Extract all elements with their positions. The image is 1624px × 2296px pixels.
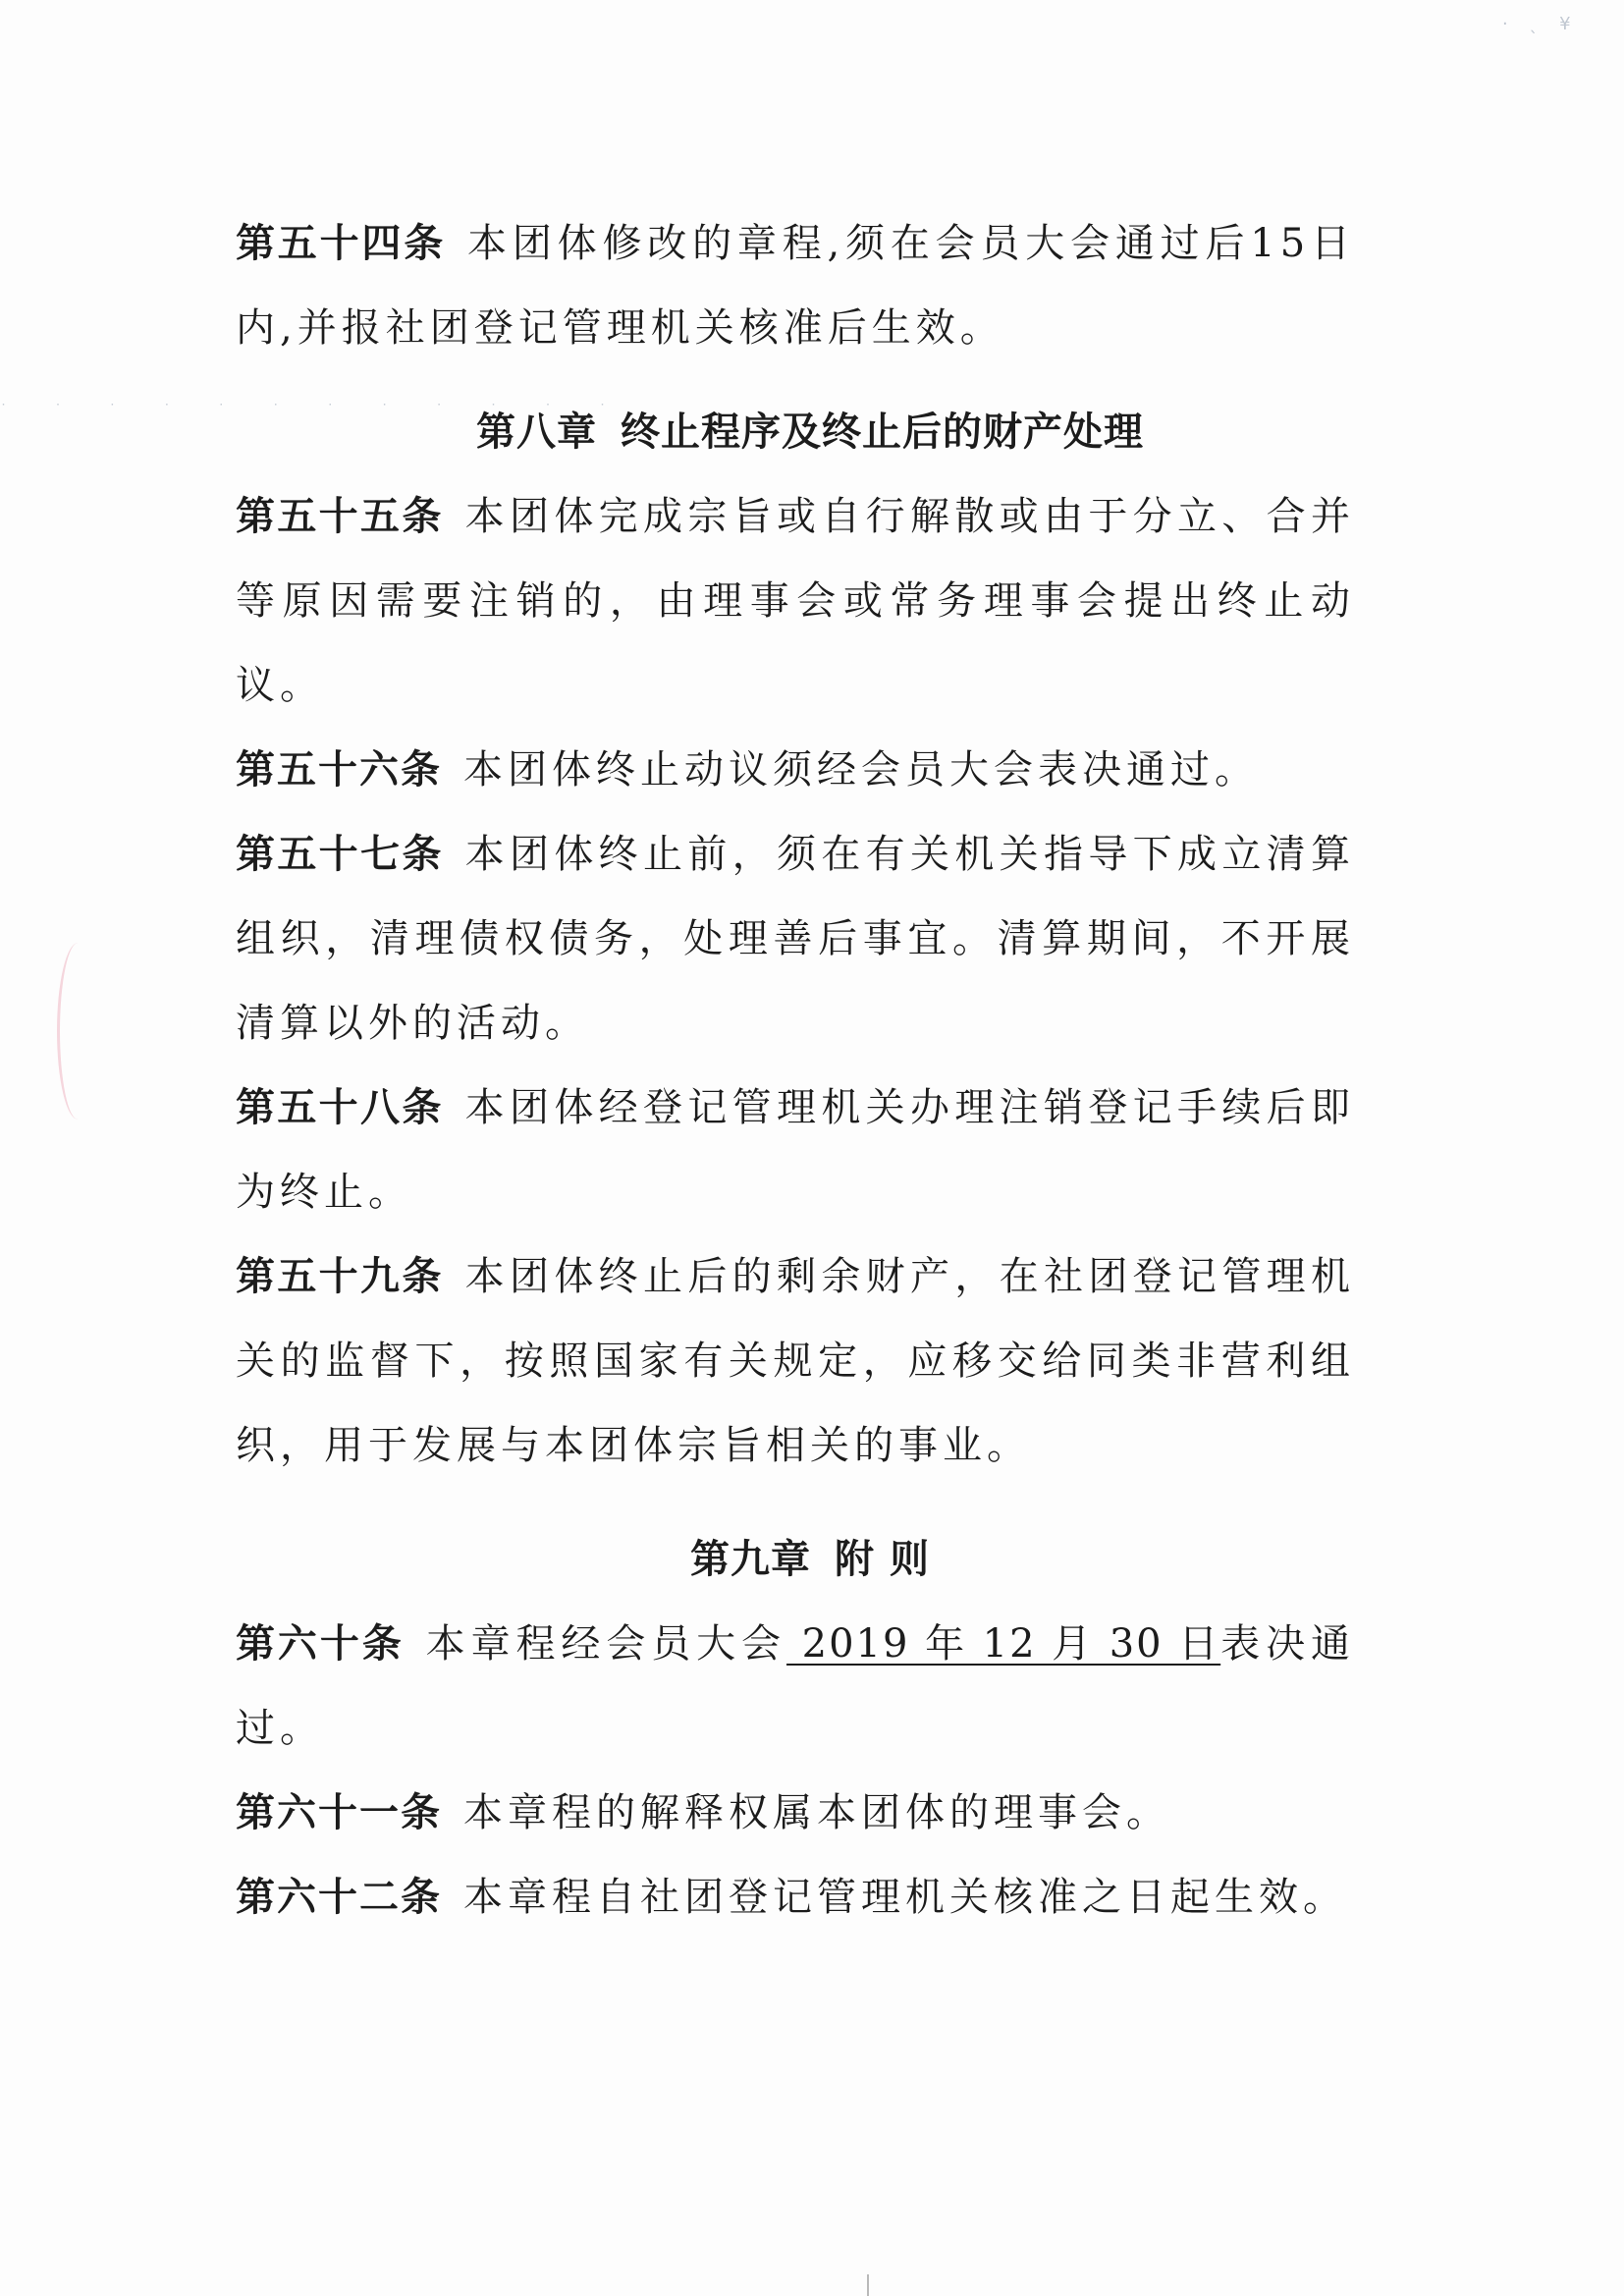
chapter-number: 第八章 [476,410,597,455]
scan-edge-tick [867,2274,869,2296]
article-54 [236,201,1355,370]
scan-speck: ˙ ˙ ˙ ˙ ˙ ˙ ˙ ˙ ˙ ˙ ˙ ˙ [0,403,627,418]
stamp-edge-mark [57,943,99,1120]
chapter-title: 附 则 [835,1537,930,1582]
article-text: 本团体终止动议须经会员大会表决通过。 [463,747,1259,793]
article-61 [236,1771,1355,1855]
document-body [236,201,1355,1940]
article-text: 本章程经会员大会 [425,1621,787,1667]
article-number: 第六十二条 [236,1875,442,1920]
article-62 [236,1855,1355,1940]
article-number: 第六十条 [236,1621,405,1667]
article-number: 第五十七条 [236,832,444,877]
article-text: 本团体终止后的剩余财产，在社团登记管理机关的监督下，按照国家有关规定，应移交给同类非营利组织，用于发展与本团体宗旨相关的事业。 [236,1254,1356,1468]
article-60 [236,1602,1355,1771]
chapter-number: 第九章 [690,1537,812,1582]
article-number: 第五十九条 [236,1254,444,1299]
article-text: 本团体修改的章程,须在会员大会通过后15日内,并报社团登记管理机关核准后生效。 [236,221,1355,351]
article-number: 第六十一条 [236,1790,442,1835]
article-number: 第五十五条 [236,494,444,539]
scan-speck: · ˎ ¥ [1502,14,1579,34]
article-number: 第五十四条 [236,221,447,266]
article-text: 本章程自社团登记管理机关核准之日起生效。 [463,1875,1347,1920]
article-text: 本团体终止前，须在有关机关指导下成立清算组织，清理债权债务，处理善后事宜。清算期间，不开展清算以外的活动。 [236,832,1356,1046]
article-number: 第五十八条 [236,1085,444,1130]
article-58 [236,1066,1355,1234]
chapter-heading [236,1517,1355,1602]
article-55 [236,474,1355,728]
article-number: 第五十六条 [236,747,442,793]
adoption-date: 2019 年 12 月 30 日 [786,1621,1221,1667]
chapter-heading [236,390,1355,474]
article-text: 本章程的解释权属本团体的理事会。 [463,1790,1170,1835]
article-text: 本团体经登记管理机关办理注销登记手续后即为终止。 [236,1085,1356,1215]
article-56 [236,728,1355,812]
chapter-title: 终止程序及终止后的财产处理 [621,410,1144,455]
article-57 [236,812,1355,1066]
article-59 [236,1234,1355,1488]
article-text: 表决通过。 [236,1621,1356,1751]
article-text: 本团体完成宗旨或自行解散或由于分立、合并等原因需要注销的，由理事会或常务理事会提出终止动议。 [236,494,1356,708]
